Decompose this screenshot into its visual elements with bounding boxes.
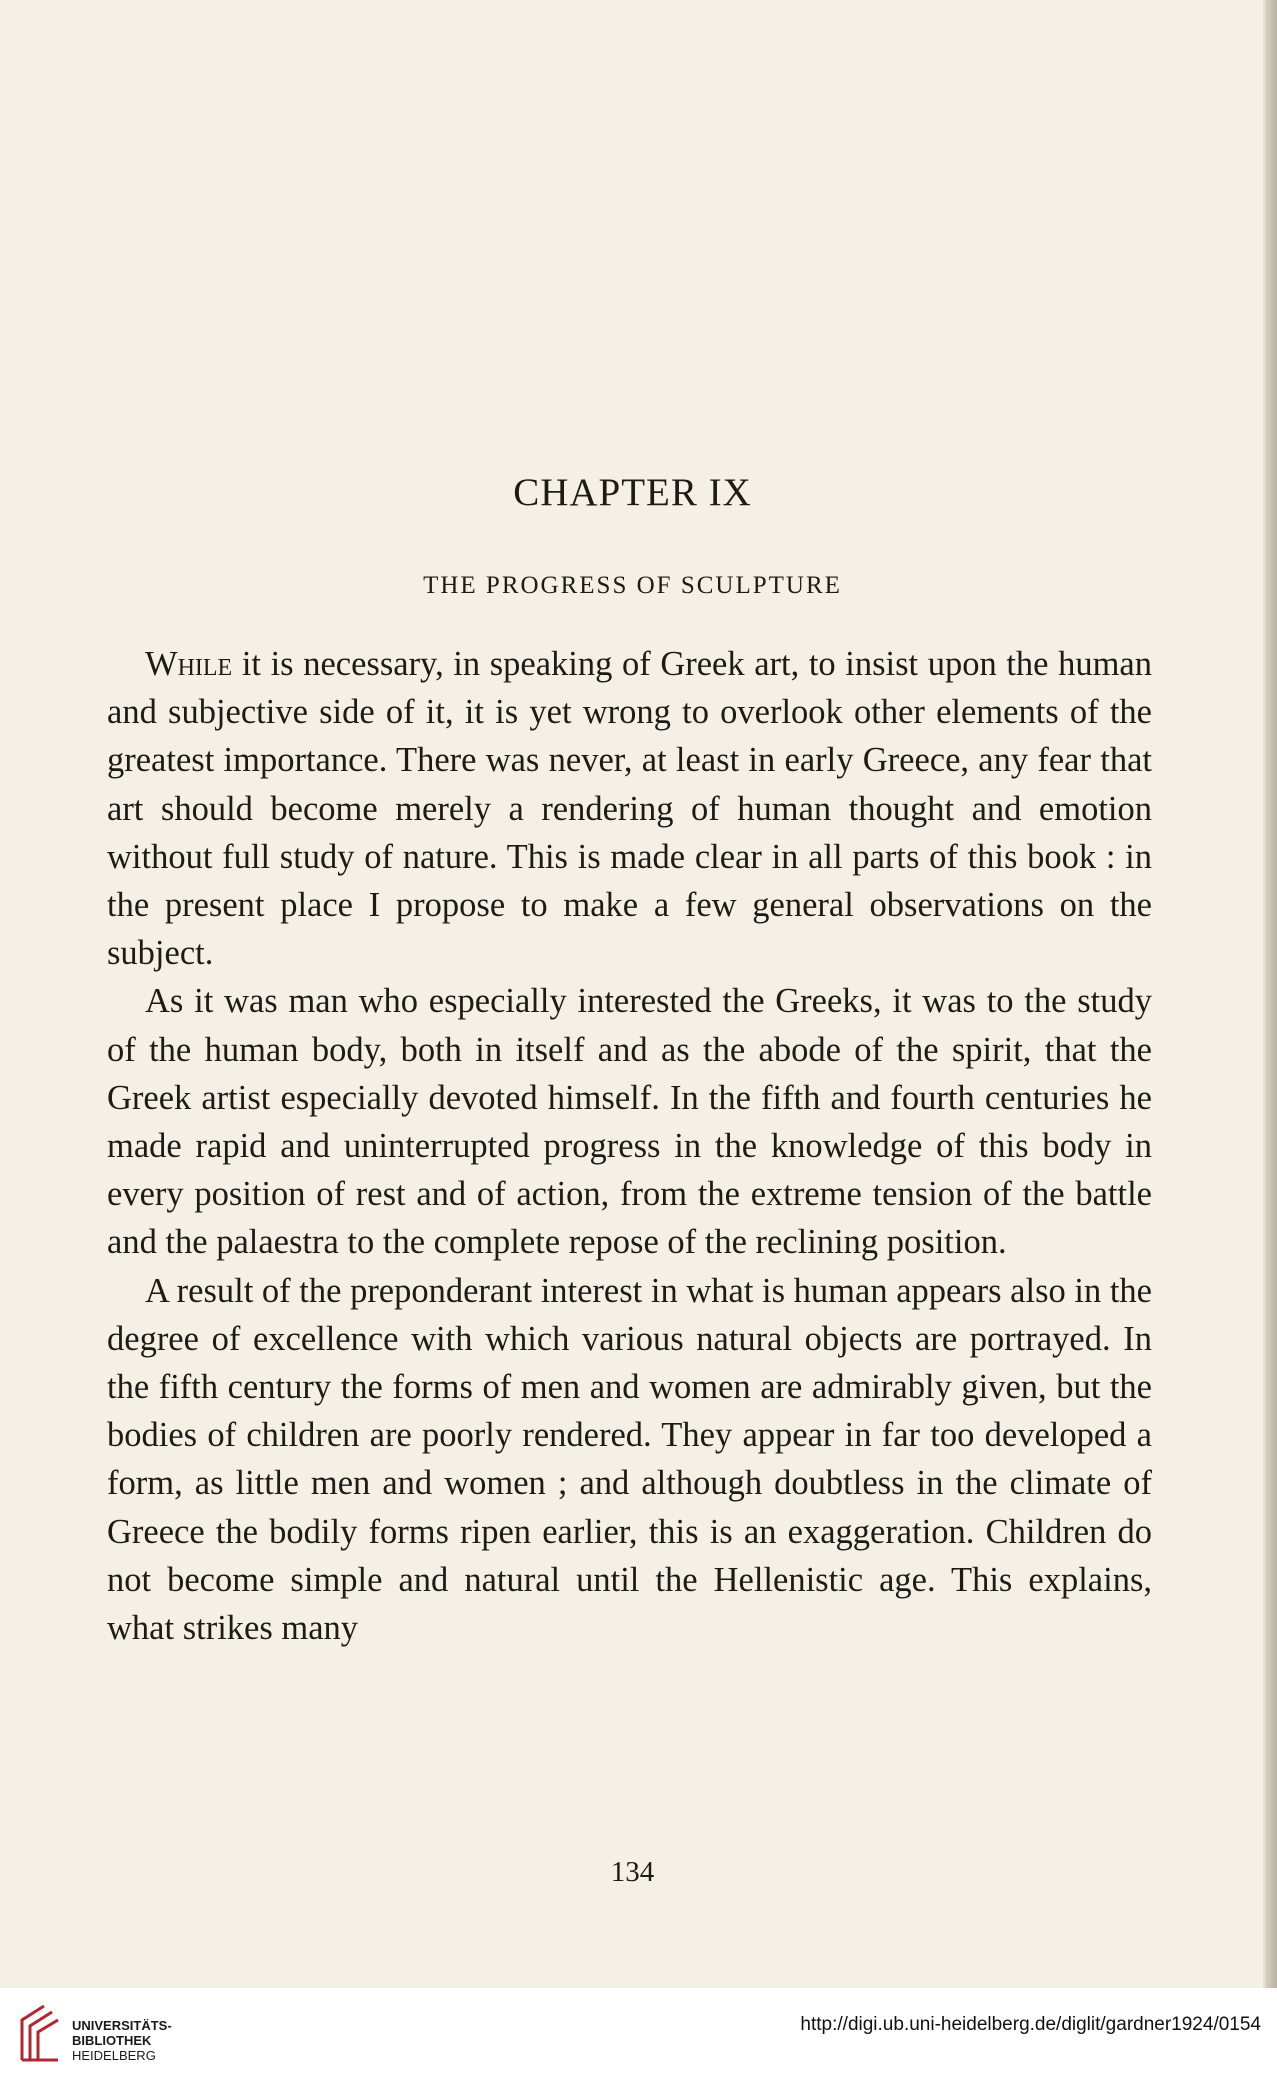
page-number: 134 bbox=[610, 1856, 655, 1888]
library-name-line: HEIDELBERG bbox=[72, 2048, 156, 2063]
paragraph-text: A result of the preponderant interest in what is human appears also in the degree of excellence with which various natural objects are portrayed. In the fifth century the forms of men and women are admirably given, but the bodies of children are poorly rendered. They appear in far too developed a form, as little men and women ; and although doubtless in the climate of Greece the bodily forms ripen earlier, this is an exaggeration. Children do not become simple and natural until the Hellenistic age. This explains, what strikes many bbox=[107, 1271, 1152, 1648]
paragraph-text: it is necessary, in speaking of Greek art, to insist upon the human and subjective side of it, it is yet wrong to overlook other elements of the greatest importance. There was never, at least in early Greece, any fear that art should become merely a rendering of human thought and emotion without full study of nature. This is made clear in all parts of this book : in the present place I propose to make a few general observations on the subject. bbox=[107, 645, 1152, 973]
page-edge bbox=[1265, 0, 1277, 1988]
paragraph-3 bbox=[107, 1267, 1152, 1653]
library-name-line: UNIVERSITÄTS- bbox=[72, 2018, 172, 2033]
body-text bbox=[107, 640, 1152, 1652]
paragraph-2 bbox=[107, 977, 1152, 1266]
paragraph-1 bbox=[107, 640, 1152, 977]
chapter-title: THE PROGRESS OF SCULPTURE bbox=[423, 572, 842, 599]
digitization-footer bbox=[0, 1988, 1277, 2086]
chapter-heading: CHAPTER IX bbox=[513, 471, 752, 514]
library-name bbox=[72, 2018, 172, 2063]
paragraph-lead-word: While bbox=[145, 645, 233, 683]
paragraph-text: As it was man who especially interested the Greeks, it was to the study of the human body, both in itself and as the abode of the spirit, that the Greek artist especially devoted himself. In the fifth and fourth centuries he made rapid and uninterrupted progress in the knowledge of this body in every position of rest and of action, from the extreme tension of the battle and the palaestra to the complete repose of the reclining position. bbox=[107, 982, 1152, 1262]
source-url-link[interactable]: http://digi.ub.uni-heidelberg.de/diglit/gardner1924/0154 bbox=[800, 2014, 1261, 2035]
library-logo-icon bbox=[14, 1998, 64, 2068]
library-name-line: BIBLIOTHEK bbox=[72, 2033, 152, 2048]
